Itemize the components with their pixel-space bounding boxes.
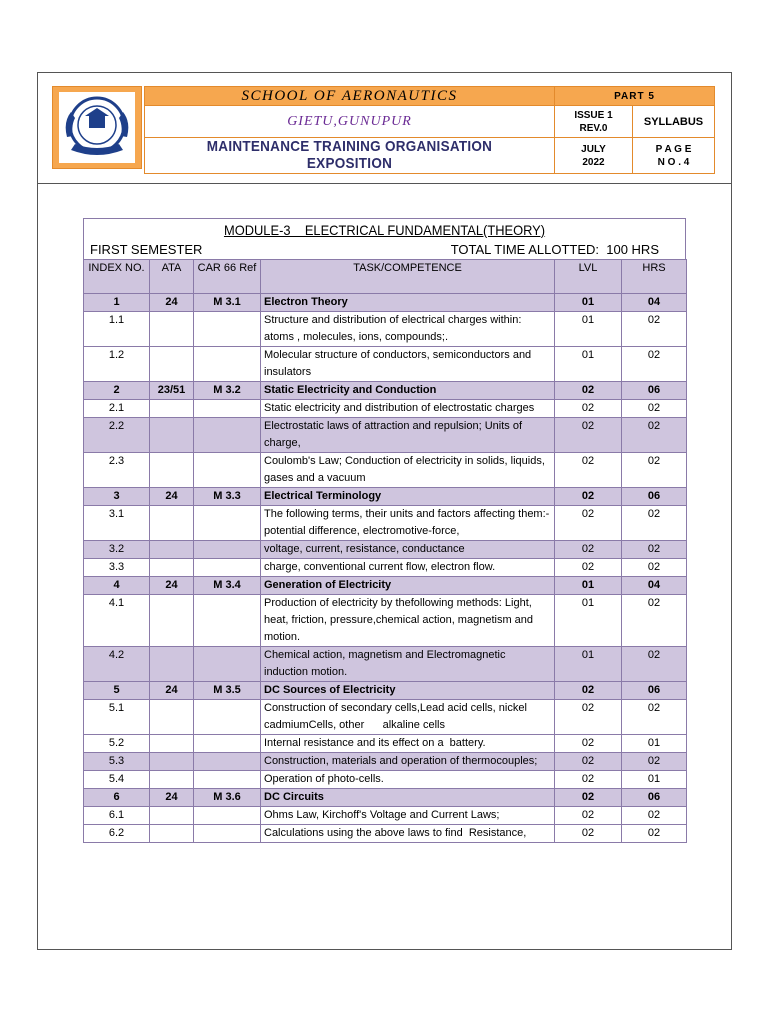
cell-car bbox=[194, 647, 261, 682]
date-month: JULY bbox=[581, 143, 606, 155]
table-row bbox=[84, 700, 687, 735]
cell-task: Generation of Electricity bbox=[261, 577, 555, 595]
cell-hrs: 01 bbox=[622, 735, 687, 753]
cell-index: 4.1 bbox=[84, 595, 150, 647]
cell-task: Electrostatic laws of attraction and repulsion; Units of charge, bbox=[261, 418, 555, 453]
cell-index: 2 bbox=[84, 382, 150, 400]
cell-lvl: 02 bbox=[555, 700, 622, 735]
cell-ata bbox=[150, 825, 194, 843]
cell-index: 5.1 bbox=[84, 700, 150, 735]
table-section-row bbox=[84, 294, 687, 312]
semester-row bbox=[83, 240, 686, 259]
cell-lvl: 01 bbox=[555, 577, 622, 595]
cell-task: Structure and distribution of electrical charges within: atoms , molecules, ions, compounds;. bbox=[261, 312, 555, 347]
cell-lvl: 02 bbox=[555, 559, 622, 577]
module-section bbox=[83, 218, 686, 843]
cell-ata bbox=[150, 647, 194, 682]
total-time-label: TOTAL TIME ALLOTTED: 100 HRS bbox=[450, 242, 659, 257]
cell-ata: 24 bbox=[150, 488, 194, 506]
column-header-index: INDEX NO. bbox=[84, 260, 150, 294]
cell-task: charge, conventional current flow, electron flow. bbox=[261, 559, 555, 577]
cell-car bbox=[194, 559, 261, 577]
cell-lvl: 02 bbox=[555, 453, 622, 488]
cell-task: voltage, current, resistance, conductance bbox=[261, 541, 555, 559]
cell-ata: 24 bbox=[150, 577, 194, 595]
cell-car: M 3.4 bbox=[194, 577, 261, 595]
cell-lvl: 02 bbox=[555, 382, 622, 400]
table-row bbox=[84, 647, 687, 682]
cell-ata bbox=[150, 347, 194, 382]
cell-hrs: 06 bbox=[622, 682, 687, 700]
cell-lvl: 02 bbox=[555, 488, 622, 506]
table-section-row bbox=[84, 488, 687, 506]
cell-hrs: 06 bbox=[622, 488, 687, 506]
cell-ata bbox=[150, 595, 194, 647]
part-label: PART 5 bbox=[555, 87, 715, 106]
table-row bbox=[84, 753, 687, 771]
page-label: P A G E bbox=[655, 143, 692, 155]
cell-car bbox=[194, 418, 261, 453]
issue-cell bbox=[555, 106, 633, 138]
cell-index: 2.1 bbox=[84, 400, 150, 418]
cell-lvl: 02 bbox=[555, 789, 622, 807]
cell-task: Molecular structure of conductors, semiconductors and insulators bbox=[261, 347, 555, 382]
cell-task: DC Sources of Electricity bbox=[261, 682, 555, 700]
semester-label: FIRST SEMESTER bbox=[90, 242, 203, 257]
cell-hrs: 02 bbox=[622, 700, 687, 735]
cell-car bbox=[194, 506, 261, 541]
cell-hrs: 01 bbox=[622, 771, 687, 789]
cell-hrs: 02 bbox=[622, 453, 687, 488]
cell-task: The following terms, their units and factors affecting them:- potential difference, electromotive-force, bbox=[261, 506, 555, 541]
cell-car bbox=[194, 595, 261, 647]
cell-task: Static electricity and distribution of electrostatic charges bbox=[261, 400, 555, 418]
cell-task: DC Circuits bbox=[261, 789, 555, 807]
column-header-ata: ATA bbox=[150, 260, 194, 294]
table-row bbox=[84, 559, 687, 577]
organisation-name: MAINTENANCE TRAINING ORGANISATION EXPOSITION bbox=[206, 138, 493, 172]
cell-car: M 3.3 bbox=[194, 488, 261, 506]
cell-index: 3.1 bbox=[84, 506, 150, 541]
table-section-row bbox=[84, 577, 687, 595]
cell-hrs: 02 bbox=[622, 400, 687, 418]
cell-index: 3 bbox=[84, 488, 150, 506]
cell-lvl: 02 bbox=[555, 400, 622, 418]
cell-car bbox=[194, 807, 261, 825]
column-header-level: LVL bbox=[555, 260, 622, 294]
date-cell bbox=[555, 138, 633, 174]
cell-car: M 3.6 bbox=[194, 789, 261, 807]
cell-ata bbox=[150, 453, 194, 488]
module-title-bar bbox=[83, 218, 686, 240]
table-row bbox=[84, 541, 687, 559]
syllabus-label: SYLLABUS bbox=[633, 106, 715, 138]
cell-car bbox=[194, 541, 261, 559]
cell-hrs: 02 bbox=[622, 753, 687, 771]
cell-task: Internal resistance and its effect on a battery. bbox=[261, 735, 555, 753]
cell-task: Construction, materials and operation of thermocouples; bbox=[261, 753, 555, 771]
cell-ata: 24 bbox=[150, 682, 194, 700]
cell-index: 6.2 bbox=[84, 825, 150, 843]
cell-lvl: 01 bbox=[555, 347, 622, 382]
column-header-task: TASK/COMPETENCE bbox=[261, 260, 555, 294]
header-table bbox=[144, 86, 715, 174]
cell-index: 6.1 bbox=[84, 807, 150, 825]
cell-ata: 24 bbox=[150, 789, 194, 807]
cell-index: 3.2 bbox=[84, 541, 150, 559]
issue-line: ISSUE 1 bbox=[574, 109, 613, 121]
syllabus-table bbox=[83, 259, 687, 843]
organisation-cell bbox=[145, 138, 555, 174]
cell-index: 5.4 bbox=[84, 771, 150, 789]
cell-hrs: 06 bbox=[622, 382, 687, 400]
table-row bbox=[84, 595, 687, 647]
cell-lvl: 02 bbox=[555, 418, 622, 453]
cell-task: Construction of secondary cells,Lead acid cells, nickel cadmiumCells, other alkaline cells bbox=[261, 700, 555, 735]
table-row bbox=[84, 825, 687, 843]
cell-ata bbox=[150, 700, 194, 735]
cell-lvl: 01 bbox=[555, 312, 622, 347]
cell-ata bbox=[150, 753, 194, 771]
table-row bbox=[84, 400, 687, 418]
cell-index: 5.3 bbox=[84, 753, 150, 771]
cell-car bbox=[194, 753, 261, 771]
table-section-row bbox=[84, 682, 687, 700]
cell-index: 6 bbox=[84, 789, 150, 807]
cell-hrs: 02 bbox=[622, 825, 687, 843]
cell-task: Electron Theory bbox=[261, 294, 555, 312]
cell-ata bbox=[150, 735, 194, 753]
cell-car bbox=[194, 347, 261, 382]
column-header-hours: HRS bbox=[622, 260, 687, 294]
cell-car bbox=[194, 312, 261, 347]
school-name: SCHOOL OF AERONAUTICS bbox=[145, 87, 555, 106]
table-row bbox=[84, 312, 687, 347]
cell-lvl: 02 bbox=[555, 735, 622, 753]
cell-lvl: 02 bbox=[555, 682, 622, 700]
cell-index: 3.3 bbox=[84, 559, 150, 577]
cell-index: 1 bbox=[84, 294, 150, 312]
cell-ata bbox=[150, 418, 194, 453]
cell-ata bbox=[150, 807, 194, 825]
cell-hrs: 04 bbox=[622, 294, 687, 312]
cell-ata: 23/51 bbox=[150, 382, 194, 400]
cell-hrs: 02 bbox=[622, 647, 687, 682]
cell-task: Coulomb's Law; Conduction of electricity in solids, liquids, gases and a vacuum bbox=[261, 453, 555, 488]
cell-lvl: 02 bbox=[555, 825, 622, 843]
cell-lvl: 02 bbox=[555, 506, 622, 541]
cell-car bbox=[194, 771, 261, 789]
cell-car: M 3.2 bbox=[194, 382, 261, 400]
cell-index: 4.2 bbox=[84, 647, 150, 682]
cell-car: M 3.1 bbox=[194, 294, 261, 312]
table-row bbox=[84, 506, 687, 541]
cell-ata: 24 bbox=[150, 294, 194, 312]
cell-task: Chemical action, magnetism and Electromagnetic induction motion. bbox=[261, 647, 555, 682]
header-divider bbox=[37, 183, 732, 184]
table-row bbox=[84, 347, 687, 382]
table-row bbox=[84, 453, 687, 488]
cell-index: 1.1 bbox=[84, 312, 150, 347]
table-row bbox=[84, 807, 687, 825]
university-seal-icon bbox=[59, 92, 135, 163]
cell-car: M 3.5 bbox=[194, 682, 261, 700]
cell-ata bbox=[150, 541, 194, 559]
cell-hrs: 02 bbox=[622, 595, 687, 647]
college-name: GIETU,GUNUPUR bbox=[145, 106, 555, 138]
cell-ata bbox=[150, 400, 194, 418]
cell-index: 4 bbox=[84, 577, 150, 595]
cell-index: 2.2 bbox=[84, 418, 150, 453]
cell-lvl: 02 bbox=[555, 541, 622, 559]
cell-lvl: 01 bbox=[555, 595, 622, 647]
table-section-row bbox=[84, 789, 687, 807]
table-row bbox=[84, 418, 687, 453]
cell-car bbox=[194, 400, 261, 418]
cell-ata bbox=[150, 559, 194, 577]
cell-ata bbox=[150, 506, 194, 541]
cell-car bbox=[194, 825, 261, 843]
cell-car bbox=[194, 700, 261, 735]
cell-task: Production of electricity by thefollowing methods: Light, heat, friction, pressure,chemical action, magnetism and motion. bbox=[261, 595, 555, 647]
cell-task: Electrical Terminology bbox=[261, 488, 555, 506]
revision-line: REV.0 bbox=[579, 122, 608, 134]
cell-hrs: 02 bbox=[622, 312, 687, 347]
cell-lvl: 02 bbox=[555, 753, 622, 771]
module-title: MODULE-3 ELECTRICAL FUNDAMENTAL(THEORY) bbox=[223, 222, 546, 238]
page-number: N O . 4 bbox=[657, 156, 690, 168]
cell-hrs: 04 bbox=[622, 577, 687, 595]
table-row bbox=[84, 771, 687, 789]
column-header-car-ref: CAR 66 Ref bbox=[194, 260, 261, 294]
cell-ata bbox=[150, 771, 194, 789]
cell-hrs: 02 bbox=[622, 506, 687, 541]
cell-lvl: 02 bbox=[555, 771, 622, 789]
cell-hrs: 02 bbox=[622, 559, 687, 577]
cell-task: Calculations using the above laws to find Resistance, bbox=[261, 825, 555, 843]
cell-ata bbox=[150, 312, 194, 347]
cell-lvl: 02 bbox=[555, 807, 622, 825]
logo-box bbox=[52, 86, 142, 169]
cell-hrs: 06 bbox=[622, 789, 687, 807]
date-year: 2022 bbox=[582, 156, 605, 168]
cell-index: 5.2 bbox=[84, 735, 150, 753]
cell-index: 5 bbox=[84, 682, 150, 700]
cell-index: 2.3 bbox=[84, 453, 150, 488]
cell-lvl: 01 bbox=[555, 294, 622, 312]
table-row bbox=[84, 735, 687, 753]
cell-hrs: 02 bbox=[622, 807, 687, 825]
cell-hrs: 02 bbox=[622, 541, 687, 559]
table-section-row bbox=[84, 382, 687, 400]
cell-hrs: 02 bbox=[622, 418, 687, 453]
cell-car bbox=[194, 735, 261, 753]
cell-lvl: 01 bbox=[555, 647, 622, 682]
cell-hrs: 02 bbox=[622, 347, 687, 382]
page-number-cell bbox=[633, 138, 715, 174]
cell-task: Operation of photo-cells. bbox=[261, 771, 555, 789]
cell-index: 1.2 bbox=[84, 347, 150, 382]
cell-task: Static Electricity and Conduction bbox=[261, 382, 555, 400]
cell-car bbox=[194, 453, 261, 488]
cell-task: Ohms Law, Kirchoff's Voltage and Current Laws; bbox=[261, 807, 555, 825]
